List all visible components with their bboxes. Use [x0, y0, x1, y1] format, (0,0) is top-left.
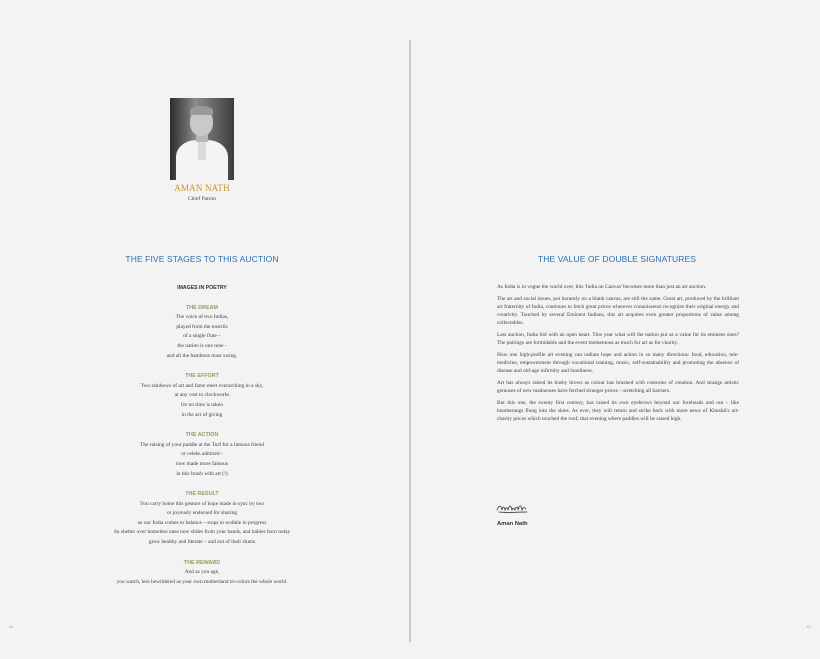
- page-number-left: 64: [9, 624, 14, 629]
- page-number-right: 65: [806, 624, 811, 629]
- essay-paragraph: But this one, the twenty first century, has raised its own eyebrows beyond our foreheads and out – like boomerangs flung into the skies. As ever, they will return and strike back with more news of Khushii's art-charity prices which touched the roof, that evening where paddles will be raised high.: [497, 399, 739, 423]
- left-page-title: THE FIVE STAGES TO THIS AUCTION: [125, 254, 279, 264]
- poem-intro: IMAGES IN POETRY: [177, 285, 227, 291]
- essay-body: [497, 283, 739, 427]
- poem: [60, 284, 344, 587]
- stanza-line: The voice of two Indias,: [175, 314, 229, 321]
- stanza-title: THE REWARD: [183, 559, 221, 566]
- stanza-title: THE EFFORT: [185, 373, 219, 380]
- stanza-line: You carry home this gesture of hope made in sync by two: [139, 500, 265, 507]
- stanza-line: you watch, less bewildered as your own motherland tri-colors the whole world.: [116, 578, 288, 585]
- essay-paragraph: Art has always raised its bushy brows as colour has brushed with centuries of creation. And strange artistic geniuses of new madnesses have fetched stranger prices – stretching all barriers.: [497, 380, 739, 395]
- stanza-line: in the act of giving: [181, 411, 223, 418]
- stanza-line: the nation is one tune -: [177, 342, 227, 349]
- patron-portrait: [170, 98, 234, 180]
- stanza-line: of a single flute –: [183, 333, 221, 340]
- stanza-line: or joyously endorsed for sharing: [166, 510, 238, 517]
- stanza-line: or celebs admired -: [181, 451, 223, 458]
- essay-paragraph: The art and social issues, put honestly on a blank canvas, are still the same. Great art, produced by the brilliant art fraternity of India, continues to fetch great prices wherever connoisseurs recognize their original energy and creativity. Touched by several Eminent Indians, this art acquires even greater proportions of value among collectables.: [497, 295, 739, 327]
- poem-stanzas: [60, 304, 344, 588]
- patron-role: Chief Patron: [188, 196, 216, 202]
- page-gutter: [409, 40, 411, 642]
- right-page-title: THE VALUE OF DOUBLE SIGNATURES: [537, 254, 697, 264]
- stanza-line: now made more famous: [176, 460, 228, 467]
- stanza-line: played from the nostrils: [176, 323, 228, 330]
- stanza-line: grow healthy and literate – and out of their slums: [148, 539, 256, 546]
- stanza-line: so our India comes to balance – stops to wobble in progress: [137, 519, 267, 526]
- stanza-title: THE RESULT: [185, 491, 219, 498]
- essay-paragraph: How one high-profile art evening can radiate hope and action in so many directions: food, education, tele-medicine, empowerment through vocational training, music, self-sustainability and promoting the absence of disease and old-age infirmity and loneliness.: [497, 351, 739, 375]
- stanza-line: And as you age,: [184, 569, 220, 576]
- signatory-name: Aman Nath: [497, 521, 528, 527]
- stanza-title: THE DREAM: [185, 304, 219, 311]
- stanza-line: for no time is taken: [181, 401, 223, 408]
- portrait-collar: [198, 140, 206, 160]
- stanza-line: Two rainbows of art and fame meet overarching in a sky,: [140, 382, 264, 389]
- stanza-line: at any cost to clockworks: [174, 392, 230, 399]
- stanza-line: The raising of your paddle at the Turf for a famous friend: [140, 441, 264, 448]
- patron-name: AMAN NATH: [174, 183, 230, 193]
- stanza-line: in this brush with art (!): [176, 470, 228, 477]
- essay-paragraph: As India is in vogue the world over, this 'India on Canvas' becomes more than just an art auction.: [497, 284, 707, 290]
- portrait-hair: [190, 106, 213, 115]
- essay-paragraph: Last auction, India bid with an open heart. This year what will the nation put as a value for its eminent ones? The pairings are formidable and the event momentous as much for art as for charity.: [497, 332, 739, 347]
- stanza-line: and all the bamboos must swing.: [166, 352, 238, 359]
- stanza-line: So shelter over homeless ones now slides from your hands, and babies born today: [113, 529, 291, 536]
- stanza-title: THE ACTION: [185, 432, 219, 439]
- signature-image: [496, 501, 530, 515]
